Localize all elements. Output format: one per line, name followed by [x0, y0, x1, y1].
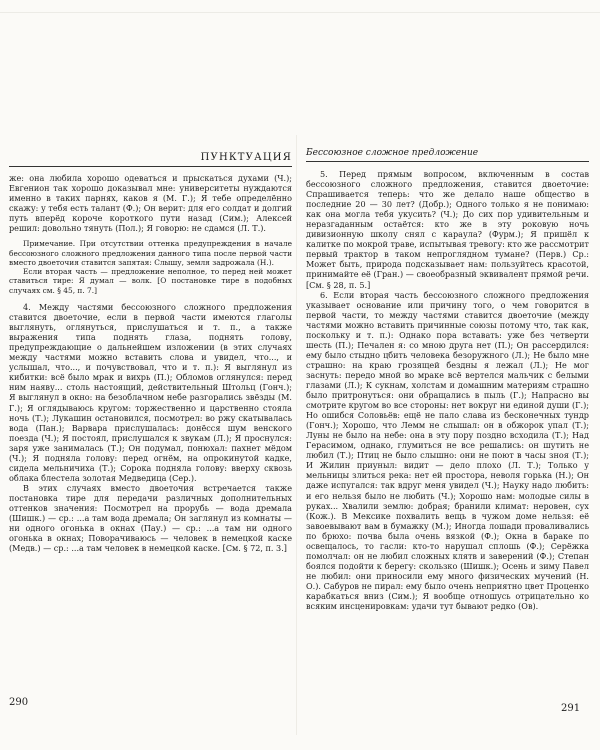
- right-page: [306, 142, 589, 611]
- right-running-header: [306, 142, 589, 162]
- right-paragraph-6: 6. Если вторая часть бессоюзного сложного предложения указывает основание или причину того, о чем говорится в первой части, то между частями ставится двоеточие (между частями можно вставить причинные союзы потому что, так как, поскольку и т. п.): Однако пора вставать: уже без четверти шесть (П.); Печален я: со мною друга нет (П.); Он рассердился: ему было стыдно цбить человека безоружного (Л.); Не было мне страшно: на краю грозящей бездны я лежал (Л.); Не мог заснуть: передо мной во мраке всё вертелся мальчик с белыми глазами (Л.); К сукнам, холстам и домашним материям страшно было притронуться: они обращались в пыль (Г.); Напрасно вы смотрите кругом во все стороны: нет вокруг ни единой души (Г.); Но ошибся Соловьёв: ещё не пало слава из бесконечных тундр (Гонч.); Хорошо, что Лемм не слышал: он в обжорок упал (Т.); Луны не было на небе: она в эту пору поздно всходила (Т.); Над Герасимом, однако, глумиться не все решались: он шутить не любил (Т.); Птиц не было слышно: они не поют в часы зноя (Т.); И Жилин приуныл: видит — дело плохо (Л. Т.); Только у мельницы злиться река: нет ей простора, неволя горька (Н.); Он даже испугался: так вдруг меня увидел (Ч.); Науку надо любить: и его нельзя было не любить (Ч.); Хорошо нам: молодые силы в руках... Хвалили землю: добрая; бранили климат: неровен, сух (Кож.). В Мексике похвалить вещь в чужом доме нельзя: её завоевывают вам в бумажку (М.); Иногда лошади проваливались по брюхо: почва была очень вязкой (Ф.); Окна в бараке по освещалось, то гасли: кто-то нарушал сплошь (Ф.); Серёжка помолчал: он не любил сложных клятв и заверений (Ф.); Степан боялся подойти к берегу: скользко (Шишк.); Осень и зиму Павел не любил: они приносили ему много физических мучений (Н. О.). Сабуров не пирал: ему было очень неприятно цвет Проценко карабкаться вниз (Сим.); Я вообще отношусь отрицательно ко всяким инсценировкам: удачи тут бывают редко (Ов).: [306, 289, 589, 612]
- book-gutter: [296, 135, 297, 735]
- left-paragraph-1: же: она любила хорошо одеваться и прыскаться духами (Ч.); Евгенион так хорошо доказывал мне: университеты нуждаются именно в таких парнях, каков я (М. Г.); Я тебе определённо скажу: у тебя есть талант (Ф.); Он верит: для его солдат и долгий путь вперёд короче короткого пути назад (Сим.); Алексей решил: довольно тянуть (Пол.); Я говорю: не сдамся (Л. Т.).: [9, 173, 292, 234]
- left-paragraph-4: 4. Между частями бессоюзного сложного предложения ставится двоеточие, если в первой части имеются глаголы выглянуть, оглянуться, прислушаться и т. п., а также выражения типа поднять глаза, поднять голову, предупреждающие о дальнейшем изложении (в этих случаях между частями можно вставить слова и увидел, что..., и услышал, что..., и почувствовал, что и т. п.): Я выглянул из кибитки: всё было мрак и вихрь (П.); Обломов оглянулся: перед ним наяву... столь настоящий, действительный Штольц (Гонч.); Я выглянул в окно: на безоблачном небе разгорались звёзды (М. Г.); Я оглядываюсь кругом: торжественно и царственно стояла ночь (Т.); Лукашин остановился, посмотрел: во ржу скатывалась вода (Пан.); Варвара прислушалась: донёсся шум венского поезда (Ч.); Я постоял, прислушался к звукам (Л.); Я проснулся: заря уже занималась (Т.); Он подумал, понюхал: пахнет мёдом (Ч.); Я подняла голову: перед огнём, на опрокинутой кадке, сидела мельничиха (Т.); Сорока подняла голову: вверху сквозь облака блестела золотая Медведица (Сер.).: [9, 302, 292, 483]
- left-note: [9, 239, 292, 295]
- right-page-number: 291: [561, 703, 581, 714]
- note-text-2: Если вторая часть — предложение неполное, то перед ней может ставиться тире: Я думал — волк. [О постановке тире в подобных случаях см. § 45, п. 7.]: [9, 267, 292, 295]
- right-paragraph-5: 5. Перед прямым вопросом, включенным в состав бессоюзного сложного предложения, ставится двоеточие: Спрашивается теперь: что же делало наше общество в последние 20 — 30 лет? (Добр.); Одного только я не понимаю: как она могла тебя укусить? (Ч.); До сих пор удивительным и неразгаданным остаётся: кто же в эту роковую ночь дивизионную школу снял с караула? (Фурм.); Я пришёл к калитке по мокрой траве, испытывая тревогу: кто же рассмотрит первый трактор в таком непроглядном тумане? (Перв.) Ср.: Может быть, природа подсказывает нам: пользуйтесь красотой, принимайте её (Гран.) — своеобразный эквивалент прямой речи. [См. § 28, п. 5.]: [306, 169, 589, 290]
- right-header-title: Бессоюзное сложное предложение: [306, 147, 479, 158]
- left-page-number: 290: [9, 697, 29, 708]
- left-header-title: ПУНКТУАЦИЯ: [200, 151, 292, 163]
- note-text: Примечание. При отсутствии оттенка предупреждения в начале бессоюзного сложного предложения данного типа после первой части вместо двоеточия ставится запятая: Слышу, земля задрожала (Н.).: [9, 239, 292, 267]
- left-paragraph-5: В этих случаях вместо двоеточия встречается также постановка тире для передачи различных дополнительных оттенков значения: Посмотрел на прорубь — вода дремала (Шишк.) — ср.: ...а там вода дремала; Он заглянул из комнаты — ни одного огонька в окнах (Пау.) — ср.: ...а там ни одного огонька в окнах; Поворачиваюсь — человек в немецкой каске (Медв.) — ср.: ...а там человек в немецкой каске. [См. § 72, п. 3.]: [9, 482, 292, 554]
- left-page: [9, 145, 292, 553]
- top-blank-area: [0, 0, 600, 130]
- left-running-header: [9, 145, 292, 167]
